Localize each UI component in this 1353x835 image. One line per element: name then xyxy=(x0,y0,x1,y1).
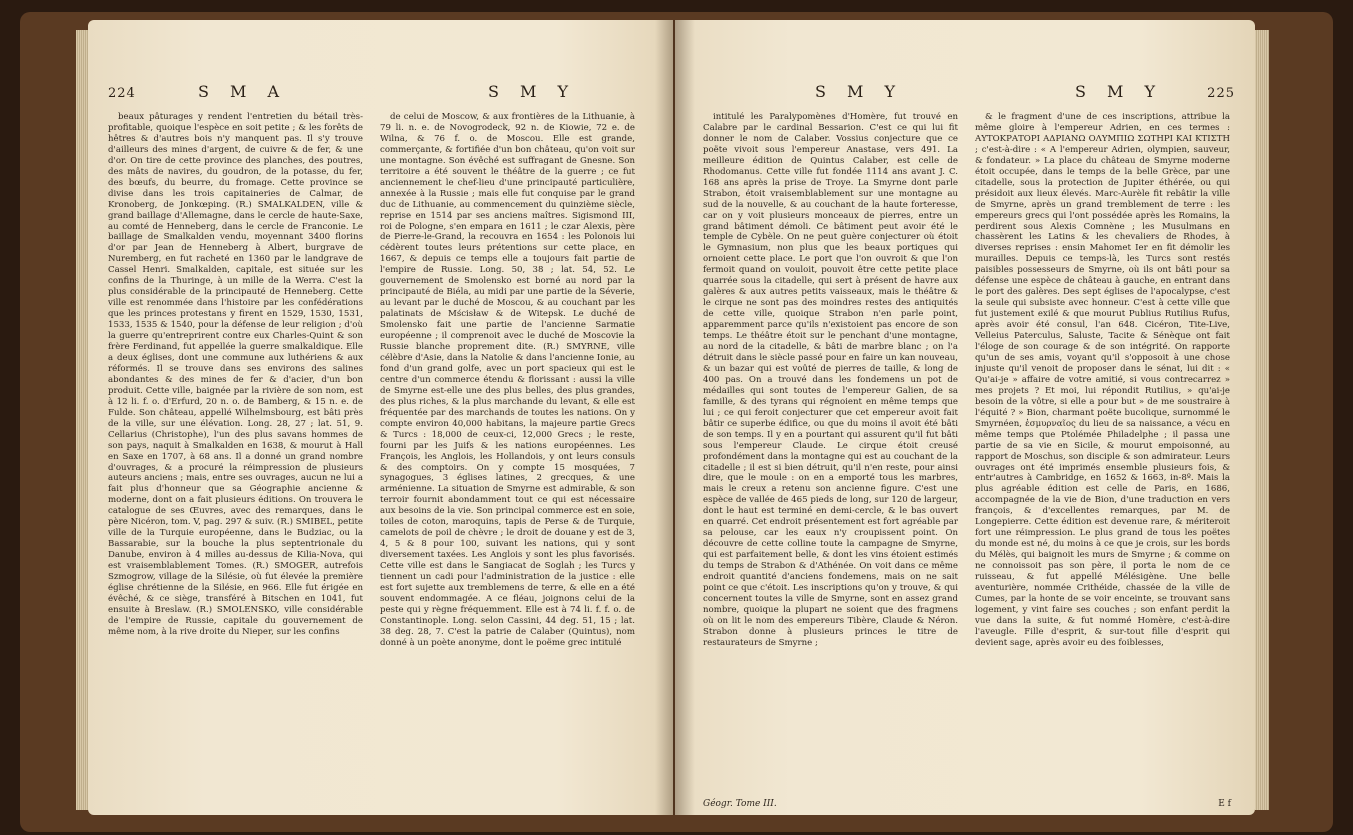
text-column-2 xyxy=(380,112,635,649)
body-text: beaux pâturages y rendent l'entretien du bétail très-profitable, quoique l'espèce en soit petite ; & les forêts de hêtres & d'autres bois n'y manquent pas. Il s'y trouve d'ailleurs des mines d'argent, de cuivre & de fer, & une d'or. On tire de cette province des planches, des poutres, des mâts de navires, du goudron, de la potasse, du fer, des bœufs, du beurre, du fromage. Cette province se divise dans les trois capitaineries de Calmar, de Kronoberg, de Jonkœping. (R.) SMALKALDEN, ville & grand baillage d'Allemagne, dans le cercle de haute-Saxe, au comté de Henneberg, dans le cercle de Franconie. Le baillage de Smalkalden vendu, moyennant 3400 florins d'or par Jean de Henneberg à Albert, burgrave de Nuremberg, en fut racheté en 1360 par le landgrave de Cassel Henri. Smalkalden, capitale, est située sur les confins de la Thuringe, à un mille de la Werra. C'est la plus considérable de la principauté de Henneberg. Cette ville est renommée dans l'histoire par les confédérations que les princes protestans y firent en 1529, 1530, 1531, 1533, 1535 & 1540, pour la défense de leur religion ; d'où la guerre qu'entreprirent contre eux Charles-Quint & son frère Ferdinand, fut appellée la guerre smalkaldique. Elle a deux églises, dont une commune aux luthériens & aux réformés. Il se trouve dans ses environs des salines abondantes & des mines de fer & d'acier, d'un bon produit. Cette ville, baignée par la rivière de son nom, est à 12 li. f. o. d'Erfurd, 20 n. o. de Bamberg, & 15 n. e. de Fulde. Son château, appellé Wilhelmsbourg, est bâti près de la ville, sur une élévation. Long. 28, 27 ; lat. 51, 9. Cellarius (Christophe), l'un des plus savans hommes de son pays, naquit à Smalkalden en 1638, & mourut à Hall en Saxe en 1707, à 68 ans. Il a donné un grand nombre d'ouvrages, & a procuré la réimpression de plusieurs auteurs anciens ; mais, entre ses ouvrages, aucun ne lui a fait plus d'honneur que sa Géographie ancienne & moderne, dont on a fait plusieurs éditions. On trouvera le catalogue de ses Œuvres, avec des remarques, dans le père Nicéron, tom. V, pag. 297 & suiv. (R.) SMIBEL, petite ville de la Turquie européenne, dans le Budziac, ou la Bassarabie, sur la bouche la plus septentrionale du Danube, environ à 4 milles au-dessus de Kilia-Nova, qui est vraisemblablement Tomes. (R.) SMOGER, autrefois Szmogrow, village de la Silésie, où fut élevée la première église chrétienne de la Silésie, en 966. Elle fut érigée en évêché, & ce siège, transféré à Bitschen en 1041, fut ensuite à Breslaw. (R.) SMOLENSKO, ville considérable de l'empire de Russie, capitale du gouvernement de même nom, à la rive droite du Nieper, sur les confins xyxy=(108,112,363,637)
right-page-header xyxy=(675,82,1255,108)
gutter-shadow xyxy=(655,20,695,815)
volume-signature: Géogr. Tome III. xyxy=(703,799,777,809)
page-number: 224 xyxy=(108,86,136,101)
left-page xyxy=(88,20,673,815)
body-text: de celui de Moscow, & aux frontières de la Lithuanie, à 79 li. n. e. de Novogrodeck, 92 n. de Kiowie, 72 e. de Wilna, & 76 f. o. de Moscou. Elle est grande, commerçante, & fortifiée d'un bon château, qu'on voit sur une montagne. Son évêché est suffragant de Gnesne. Son territoire a été souvent le théâtre de la guerre ; ce fut anciennement le chef-lieu d'une principauté particulière, annexée à la Russie ; mais elle fut conquise par le grand duc de Lithuanie, au commencement du quinzième siècle, reprise en 1514 par ses anciens maîtres. Sigismond III, roi de Pologne, s'en empara en 1611 ; le czar Alexis, père de Pierre-le-Grand, la recouvra en 1654 : les Polonois lui cédèrent toutes leurs prétentions sur cette place, en 1667, & depuis ce temps elle a toujours fait partie de l'empire de Russie. Long. 50, 38 ; lat. 54, 52. Le gouvernement de Smolensko est borné au nord par la principauté de Biéla, au midi par une partie de la Séverie, au levant par le duché de Moscou, & au couchant par les palatinats de Mścisław & de Witepsk. Le duché de Smolensko fait une partie de l'ancienne Sarmatie européenne ; il comprenoit avec le duché de Moscovie la Russie blanche proprement dite. (R.) SMYRNE, ville célèbre d'Asie, dans la Natolie & dans l'ancienne Ionie, au fond d'un grand golfe, avec un port spacieux qui est le centre d'un commerce étendu & florissant : aussi la ville de Smyrne est-elle une des plus belles, des plus grandes, des plus riches, & la plus marchande du levant, & elle est fréquentée par des marchands de toutes les nations. On y compte environ 40,000 habitans, la majeure partie Grecs & Turcs : 18,000 de ceux-ci, 12,000 Grecs ; le reste, fourni par les Juifs & les nations européennes. Les François, les Anglois, les Hollandois, y ont leurs consuls & des comptoirs. On y compte 15 mosquées, 7 synagogues, 3 églises latines, 2 grecques, & une arménienne. La situation de Smyrne est admirable, & son terroir fournit abondamment tout ce qui est nécessaire aux besoins de la vie. Son principal commerce est en soie, toiles de coton, maroquins, tapis de Perse & de Turquie, camelots de poil de chèvre ; le droit de douane y est de 3, 4, 5 & 8 pour 100, suivant les nations, qui y sont diversement taxées. Les Anglois y sont les plus favorisés. Cette ville est dans le Sangiacat de Soglah ; les Turcs y tiennent un cadi pour l'administration de la justice : elle est fort sujette aux tremblemens de terre, & elle en a été souvent endommagée. A ce fléau, joignons celui de la peste qui y règne fréquemment. Elle est à 74 li. f. f. o. de Constantinople. Long. selon Cassini, 44 deg. 51, 15 ; lat. 38 deg. 28, 7. C'est la patrie de Calaber (Quintus), nom donné à un poète anonyme, dont le poëme grec intitulé xyxy=(380,112,635,648)
text-column-2 xyxy=(975,112,1230,649)
page-number: 225 xyxy=(1207,86,1235,101)
text-column-1 xyxy=(108,112,363,638)
text-column-1 xyxy=(703,112,958,649)
page-edges-right xyxy=(1255,30,1269,810)
body-text: intitulé les Paralypomènes d'Homère, fut trouvé en Calabre par le cardinal Bessarion. C'est ce qui lui fit donner le nom de Calaber. Vossius conjecture que ce poëte vivoit sous l'empereur Anastase, vers 491. La meilleure édition de Quintus Calaber, est celle de Rhodomanus. Cette ville fut fondée 1114 ans avant J. C. 168 ans après la prise de Troye. La Smyrne dont parle Strabon, étoit vraisemblablement sur une montagne au sud de la nouvelle, & au couchant de la haute forteresse, car on y voit plusieurs monceaux de pierres, entre un grand bâtiment démoli. Ce bâtiment peut avoir été le temple de Cybèle. On ne peut guère conjecturer où étoit le Gymnasium, non plus que les beaux portiques qui ornoient cette place. Le port que l'on ouvroit & que l'on fermoit quand on vouloit, pouvoit être cette petite place quarrée sous la citadelle, qui sert à présent de havre aux galères & aux autres petits vaisseaux, mais le théâtre & le cirque ne sont pas des moindres restes des antiquités de cette ville, quoique Strabon n'en parle point, apparemment parce qu'ils n'existoient pas encore de son temps. Le théâtre étoit sur le penchant d'une montagne, au nord de la citadelle, & bâti de marbre blanc ; on l'a détruit dans le siècle passé pour en faire un kan nouveau, & un bazar qui est voûté de pierres de taille, & long de 400 pas. On a trouvé dans les fondemens un pot de médailles qui sont toutes de l'empereur Galien, de sa famille, & des tyrans qui régnoient en même temps que lui ; ce qui feroit conjecturer que cet empereur avoit fait bâtir ce superbe édifice, ou que du moins il avoit été bâti de son temps. Il y en a pourtant qui assurent qu'il fut bâti sous l'empereur Claude. Le cirque étoit creusé profondément dans la montagne qui est au couchant de la citadelle ; il est si bien détruit, qu'il n'en reste, pour ainsi dire, que le moule : on en a emporté tous les marbres, mais le creux a retenu son ancienne figure. C'est une espèce de vallée de 465 pieds de long, sur 120 de largeur, dont le haut est terminé en demi-cercle, & le bas ouvert en quarré. Cet endroit présentement est fort agréable par sa pelouse, car les eaux n'y croupissent point. On découvre de cette colline toute la campagne de Smyrne, qui est parfaitement belle, & dont les vins étoient estimés du temps de Strabon & d'Athénée. On voit dans ce même endroit quantité d'anciens fondemens, mais on ne sait point ce que c'étoit. Les inscriptions qu'on y trouve, & qui concernent toutes la ville de Smyrne, sont en assez grand nombre, quoique la plupart ne soient que des fragmens où on lit le nom des empereurs Tibère, Claude & Néron. Strabon donne à plusieurs princes le titre de restaurateurs de Smyrne ; xyxy=(703,112,958,648)
running-head: S M Y xyxy=(815,82,904,101)
running-head: S M Y xyxy=(488,82,577,101)
left-page-header xyxy=(88,82,673,108)
gathering-signature: E f xyxy=(1218,799,1231,809)
running-head: S M A xyxy=(198,82,288,101)
body-text: & le fragment d'une de ces inscriptions, attribue la même gloire à l'empereur Adrien, en ces termes : ΑΥΤΟΚΡΑΤΟΡΙ ΑΔΡΙΑΝΩ ΟΛΥΜΠΙΩ ΣΩΤΗΡΙ ΚΑΙ ΚΤΙΣΤΗ ; c'est-à-dire : « A l'empereur Adrien, olympien, sauveur, & fondateur. » La place du château de Smyrne moderne étoit occupée, dans le temps de la belle Grèce, par une citadelle, sous la protection de Jupiter éthérée, ou qui présidoit aux lieux élevés. Marc-Aurèle fit rebâtir la ville de Smyrne, après un grand tremblement de terre : les empereurs grecs qui l'ont possédée après les Romains, la perdirent sous Alexis Comnène ; les Musulmans en chassèrent les Latins & les chevaliers de Rhodes, à diverses reprises : ensin Mahomet Ier en fit démolir les murailles. Depuis ce temps-là, les Turcs sont restés paisibles possesseurs de Smyrne, où ils ont bâti pour sa défense une espèce de château à gauche, en entrant dans le port des galères. Des sept églises de l'apocalypse, c'est la seule qui subsiste avec honneur. C'est à cette ville que fut justement exilé & que mourut Publius Rutilius Rufus, après avoir été consul, l'an 648. Cicéron, Tite-Live, Velleius Paterculus, Saluste, Tacite & Sénèque ont fait l'éloge de son courage & de son intégrité. On rapporte qu'un de ses amis, voyant qu'il s'opposoit à une chose injuste qu'il venoit de proposer dans le sénat, lui dit : « Qu'ai-je » affaire de votre amitié, si vous contrecarrez » mes projets ? Et moi, lui répondit Rutilius, » qu'ai-je besoin de la vôtre, si elle a pour but » de me soustraire à l'équité ? » Bion, charmant poëte bucolique, surnommé le Smyrnéen, ἐσμυρναῖος du lieu de sa naissance, a vécu en même temps que Ptolémée Philadelphe ; il passa une partie de sa vie en Sicile, & mourut empoisonné, au rapport de Moschus, son disciple & son admirateur. Leurs ouvrages ont été imprimés ensemble plusieurs fois, & entr'autres à Cambridge, en 1652 & 1663, in-8º. Mais la plus agréable édition est celle de Paris, en 1686, accompagnée de la vie de Bion, d'une traduction en vers françois, & d'excellentes remarques, par M. de Longepierre. Cette édition est devenue rare, & mériteroit fort une réimpression. Le plus grand de tous les poëtes du monde est né, du moins à ce que je crois, sur les bords du Mélès, qui baignoit les murs de Smyrne ; & comme on ne connoissoit pas son père, il porta le nom de ce ruisseau, & fut appellé Mélésigène. Une belle aventurière, nommée Crithéide, chassée de la ville de Cumes, par la honte de se voir enceinte, se trouvant sans logement, y vint faire ses couches ; son enfant perdit la vue dans la suite, & fut nommé Homère, c'est-à-dire l'aveugle. Fille d'esprit, & sur-tout fille d'esprit qui devient sage, après avoir eu des foiblesses, xyxy=(975,112,1230,648)
right-page xyxy=(675,20,1255,815)
running-head: S M Y xyxy=(1075,82,1164,101)
